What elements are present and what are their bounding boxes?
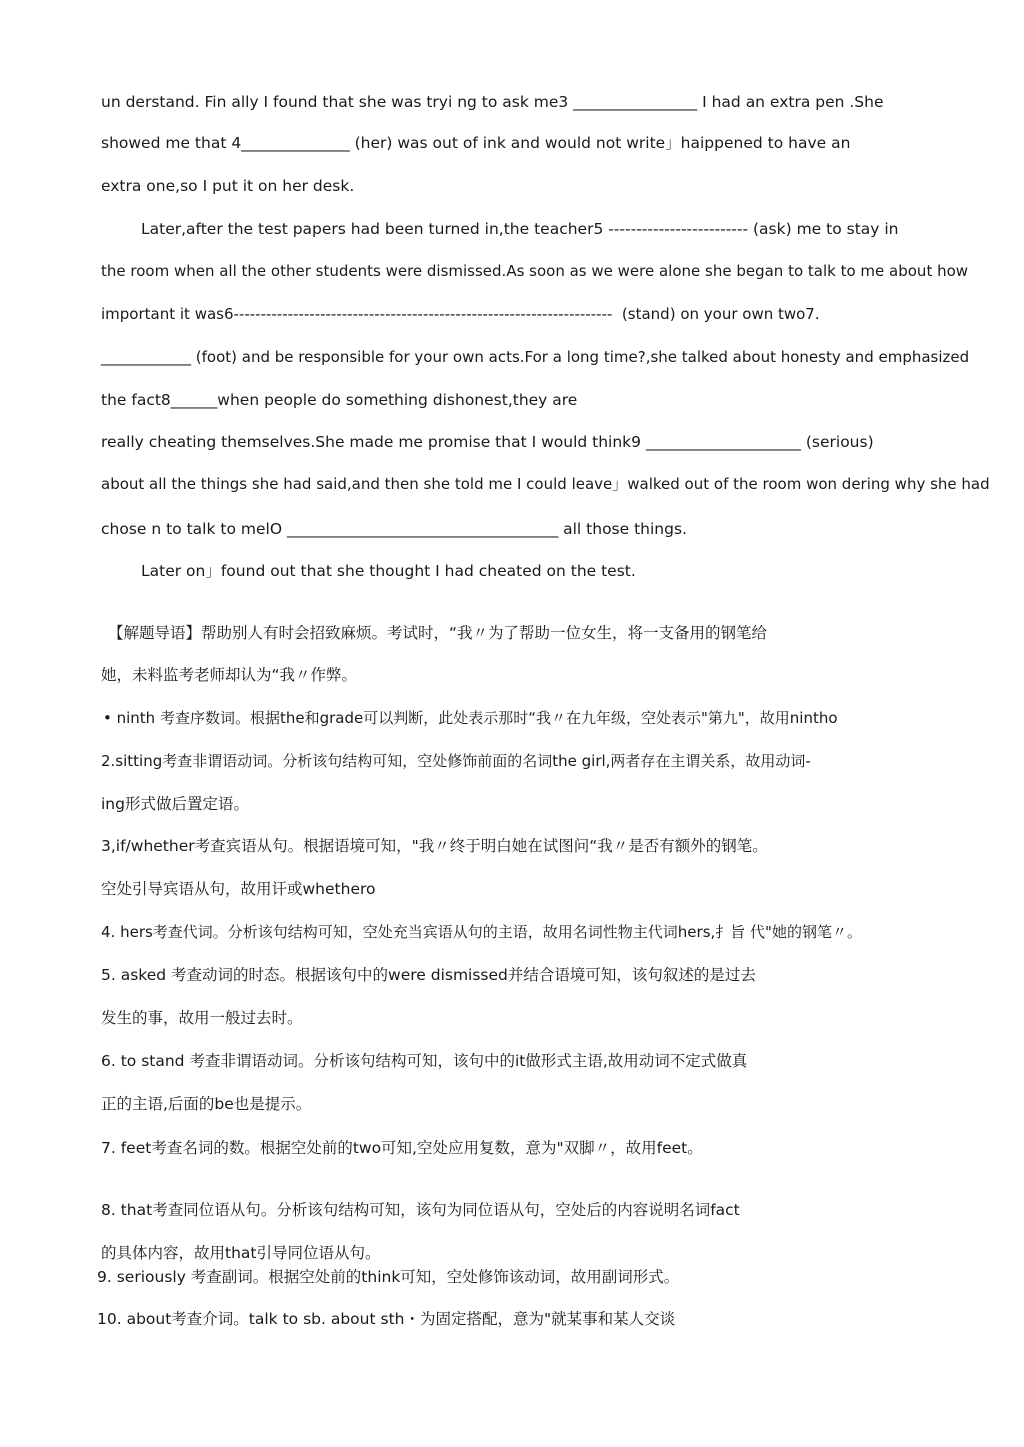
answer-1: • ninth 考查序数词。根据the和grade可以判断，此处表示那时“我〃在九年级，空处表示"第九"，故用nintho [103,709,838,727]
answer-2-line-1: 2.sitting考查非谓语动词。分析该句结构可知，空处修饰前面的名词the girl,两者存在主谓关系，故用动词- [101,752,811,770]
passage-line-6: important it was6---------------------------------------------------------------------- (stand) on your own two7. [101,305,820,323]
answer-9: 9. seriously 考查副词。根据空处前的think可知，空处修饰该动词，故用副词形式。 [97,1268,680,1286]
answer-5-line-2: 发生的事，故用一般过去时。 [101,1009,303,1027]
passage-line-11: chose n to talk to melO ___________________________________ all those things. [101,520,687,538]
passage-line-3: extra one,so I put it on her desk. [101,177,355,195]
passage-line-4: Later,after the test papers had been turned in,the teacher5 ------------------------- (ask) me to stay in [141,220,899,238]
answer-8-line-2: 的具体内容，故用that引导同位语从句。 [101,1244,381,1262]
answer-3-line-1: 3,if/whether考查宾语从句。根据语境可知，"我〃终于明白她在试图问“我〃是否有额外的钢笔。 [101,837,768,855]
passage-line-2: showed me that 4______________ (her) was out of ink and would not write」haippened to have an [101,134,851,152]
answer-2-line-2: ing形式做后置定语。 [101,795,249,813]
answer-6-line-1: 6. to stand 考查非谓语动词。分析该句结构可知，该句中的it做形式主语,故用动词不定式做真 [101,1052,748,1070]
passage-line-5: the room when all the other students were dismissed.As soon as we were alone she began to talk to me about how [101,262,969,280]
passage-line-9: really cheating themselves.She made me promise that I would think9 ____________________ (serious) [101,433,874,451]
answer-5-line-1: 5. asked 考查动词的时态。根据该句中的were dismissed并结合语境可知，该句叙述的是过去 [101,966,756,984]
answer-8-line-1: 8. that考查同位语从句。分析该句结构可知，该句为同位语从句，空处后的内容说明名词fact [101,1201,740,1219]
answer-3-line-2: 空处引导宾语从句，故用讦或whethero [101,880,376,898]
passage-line-7: ____________ (foot) and be responsible for your own acts.For a long time?,she talked about honesty and emphasized [101,348,970,366]
answer-6-line-2: 正的主语,后面的be也是提示。 [101,1095,312,1113]
answer-4: 4. hers考查代词。分析该句结构可知，空处充当宾语从句的主语，故用名词性物主代词hers,扌旨 代"她的钢笔〃。 [101,923,862,941]
answer-10: 10. about考查介词。talk to sb. about sth・为固定搭配，意为"就某事和某人交谈 [97,1310,676,1328]
analysis-guide-line-2: 她，未料监考老师却认为“我〃作弊。 [101,666,358,684]
analysis-guide-line-1: 【解题导语】帮助别人有时会招致麻烦。考试时，“我〃为了帮助一位女生，将一支备用的钢笔给 [108,624,768,642]
answer-7: 7. feet考查名词的数。根据空处前的two可知,空处应用复数，意为"双脚〃，故用feet。 [101,1139,703,1157]
passage-line-8: the fact8______when people do something dishonest,they are [101,391,578,409]
passage-line-1: un derstand. Fin ally I found that she was tryi ng to ask me3 ________________ I had an extra pen .She [101,93,884,111]
passage-line-12: Later on」found out that she thought I had cheated on the test. [141,562,636,580]
passage-line-10: about all the things she had said,and then she told me I could leave」walked out of the room won dering why she had [101,475,990,493]
